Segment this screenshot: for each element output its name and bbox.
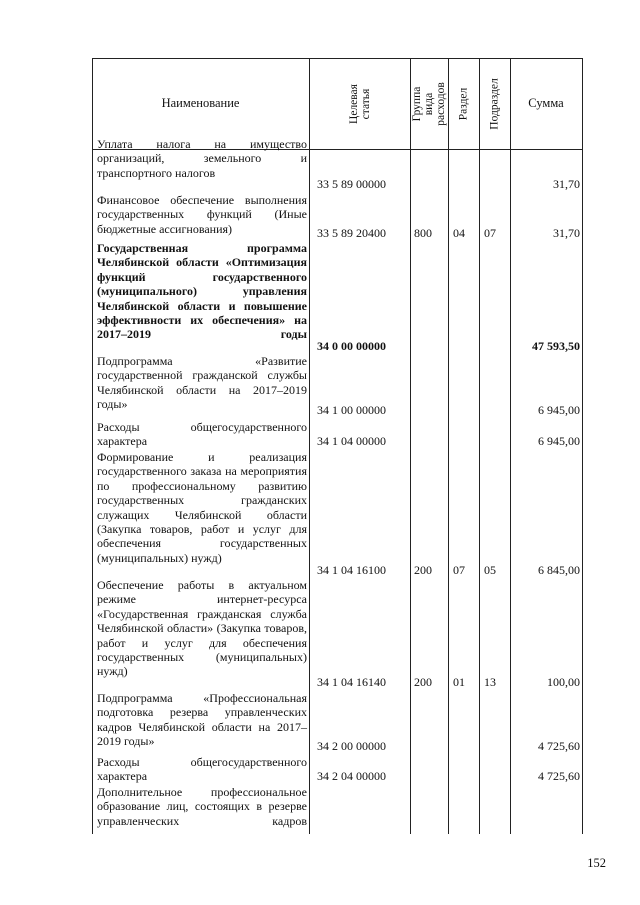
row-code: 34 1 04 16100 — [317, 563, 386, 577]
header-expense-group: Группа вида расходов — [411, 81, 447, 126]
row-sum: 4 725,60 — [538, 769, 580, 783]
row-name: Финансовое обеспечение выполнения государственных функций (Иные бюджетные ассигнования) — [97, 193, 307, 236]
row-name: Уплата налога на имущество организаций, земельного и транспортного налогов — [97, 137, 307, 180]
header-sum: Сумма — [528, 96, 564, 110]
row-name: Обеспечение работы в актуальном режиме интернет-ресурса «Государственная гражданская служба Челябинской области» (Закупка товаров, работ и услуг для обеспечения государственных (муниципальных) нужд) — [97, 578, 307, 679]
header-name: Наименование — [161, 96, 240, 110]
header-expense-group-cell — [410, 58, 448, 149]
header-subsection: Подраздел — [488, 77, 501, 130]
row-code: 34 2 04 00000 — [317, 769, 386, 783]
header-section-cell — [448, 58, 479, 149]
row-sum: 31,70 — [553, 177, 580, 191]
row-sum: 31,70 — [553, 226, 580, 240]
row-code: 34 1 04 00000 — [317, 434, 386, 448]
row-name: Формирование и реализация государственного заказа на мероприятия по профессиональному развитию государственных гражданских служащих Челябинской области (Закупка товаров, работ и услуг для обеспечения государственных (муниципальных) нужд) — [97, 450, 307, 565]
row-code: 33 5 89 00000 — [317, 177, 386, 191]
col-border — [410, 58, 411, 834]
header-target-article: Целевая статья — [347, 83, 372, 124]
row-code: 34 0 00 00000 — [317, 339, 386, 353]
row-sum: 6 845,00 — [538, 563, 580, 577]
col-border — [92, 58, 93, 834]
row-name: Расходы общегосударственного характера — [97, 420, 307, 449]
row-subsection: 05 — [484, 563, 496, 577]
row-subsection: 07 — [484, 226, 496, 240]
row-section: 07 — [453, 563, 465, 577]
row-name: Дополнительное профессиональное образование лиц, состоящих в резерве управленческих кадров — [97, 785, 307, 828]
row-name: Государственная программа Челябинской области «Оптимизация функций государственного (муниципального) управления Челябинской области и повышение эффективности их обеспечения» на 2017–2019 годы — [97, 241, 307, 342]
row-name: Расходы общегосударственного характера — [97, 755, 307, 784]
row-sum: 6 945,00 — [538, 434, 580, 448]
row-code: 33 5 89 20400 — [317, 226, 386, 240]
budget-table — [92, 58, 582, 834]
col-border — [309, 58, 310, 834]
header-section: Раздел — [457, 87, 470, 120]
row-sum: 6 945,00 — [538, 403, 580, 417]
row-subsection: 13 — [484, 675, 496, 689]
row-group: 200 — [414, 675, 432, 689]
row-name: Подпрограмма «Профессиональная подготовка резерва управленческих кадров Челябинской области на 2017–2019 годы» — [97, 691, 307, 749]
header-target-article-cell — [309, 58, 410, 149]
row-code: 34 2 00 00000 — [317, 739, 386, 753]
row-code: 34 1 00 00000 — [317, 403, 386, 417]
row-sum: 4 725,60 — [538, 739, 580, 753]
row-section: 01 — [453, 675, 465, 689]
row-section: 04 — [453, 226, 465, 240]
row-sum: 100,00 — [547, 675, 580, 689]
col-border — [479, 58, 480, 834]
row-group: 200 — [414, 563, 432, 577]
row-group: 800 — [414, 226, 432, 240]
col-border — [582, 58, 583, 834]
row-name: Подпрограмма «Развитие государственной гражданской службы Челябинской области на 2017–2019 годы» — [97, 354, 307, 412]
header-subsection-cell — [479, 58, 510, 149]
col-border — [448, 58, 449, 834]
row-code: 34 1 04 16140 — [317, 675, 386, 689]
page-number: 152 — [587, 856, 606, 870]
row-sum: 47 593,50 — [532, 339, 580, 353]
